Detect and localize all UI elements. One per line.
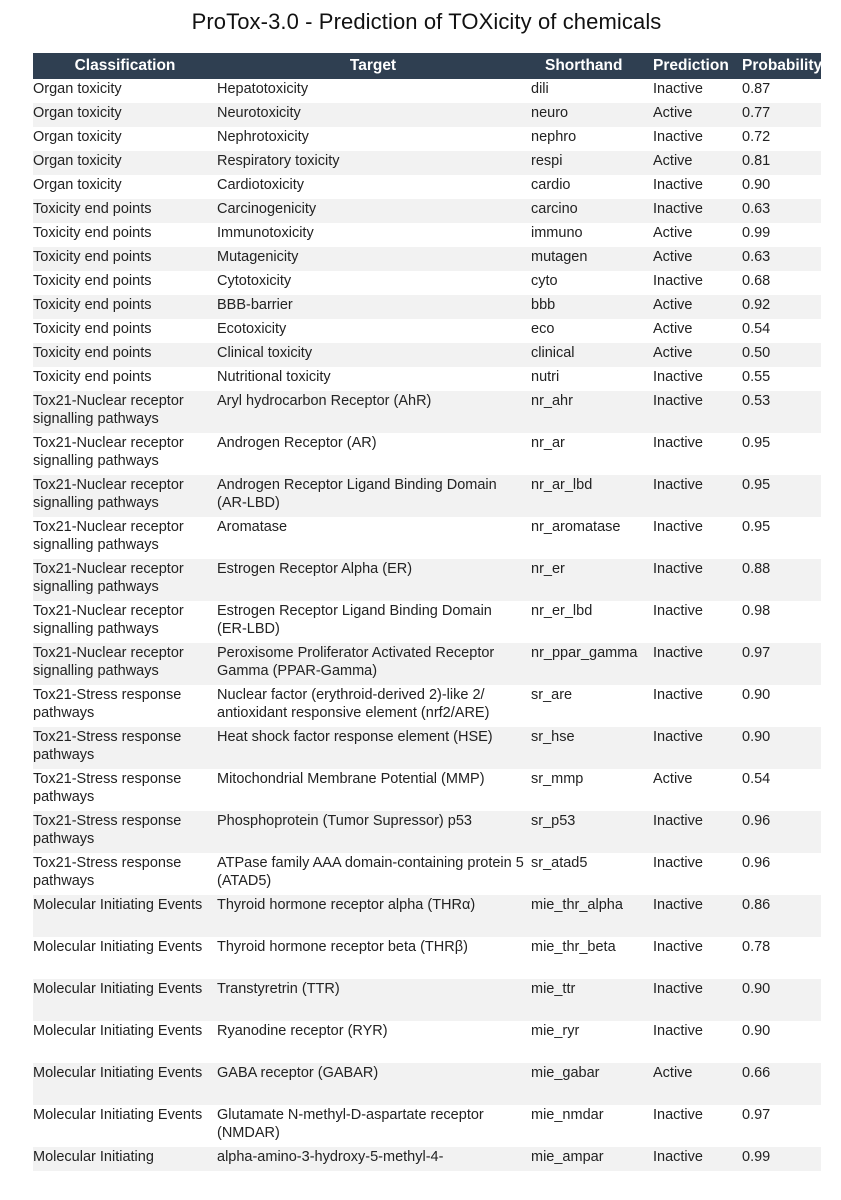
table-body (33, 79, 821, 1171)
table-row (33, 247, 821, 271)
cell-prediction: Inactive (651, 895, 740, 937)
cell-classification: Organ toxicity (33, 103, 217, 127)
cell-prediction: Active (651, 103, 740, 127)
cell-target: Nephrotoxicity (217, 127, 529, 151)
table-row (33, 937, 821, 979)
cell-shorthand: mie_thr_beta (529, 937, 651, 979)
cell-probability: 0.72 (740, 127, 821, 151)
cell-shorthand: nr_ppar_gamma (529, 643, 651, 685)
cell-prediction: Inactive (651, 79, 740, 103)
header-row (33, 53, 821, 79)
table-row (33, 79, 821, 103)
cell-shorthand: cardio (529, 175, 651, 199)
cell-classification: Toxicity end points (33, 247, 217, 271)
cell-target: Estrogen Receptor Ligand Binding Domain (ER-LBD) (217, 601, 529, 643)
cell-probability: 0.63 (740, 199, 821, 223)
cell-classification: Toxicity end points (33, 367, 217, 391)
cell-probability: 0.90 (740, 979, 821, 1021)
cell-shorthand: dili (529, 79, 651, 103)
cell-prediction: Inactive (651, 175, 740, 199)
cell-classification: Organ toxicity (33, 151, 217, 175)
cell-target: Androgen Receptor (AR) (217, 433, 529, 475)
table-row (33, 475, 821, 517)
cell-target: Aromatase (217, 517, 529, 559)
cell-shorthand: nephro (529, 127, 651, 151)
table-row (33, 1147, 821, 1171)
table-row (33, 433, 821, 475)
cell-probability: 0.95 (740, 475, 821, 517)
table-row (33, 601, 821, 643)
cell-probability: 0.97 (740, 1105, 821, 1147)
cell-shorthand: nutri (529, 367, 651, 391)
cell-target: alpha-amino-3-hydroxy-5-methyl-4- (217, 1147, 529, 1171)
cell-prediction: Inactive (651, 199, 740, 223)
cell-probability: 0.54 (740, 319, 821, 343)
cell-probability: 0.99 (740, 223, 821, 247)
cell-probability: 0.97 (740, 643, 821, 685)
table-row (33, 127, 821, 151)
table-row (33, 1105, 821, 1147)
table-row (33, 685, 821, 727)
table-row (33, 811, 821, 853)
cell-probability: 0.81 (740, 151, 821, 175)
cell-probability: 0.98 (740, 601, 821, 643)
cell-classification: Tox21-Nuclear receptor signalling pathways (33, 601, 217, 643)
table-row (33, 367, 821, 391)
cell-target: Carcinogenicity (217, 199, 529, 223)
cell-probability: 0.96 (740, 853, 821, 895)
cell-classification: Tox21-Stress response pathways (33, 853, 217, 895)
table-row (33, 175, 821, 199)
cell-prediction: Inactive (651, 685, 740, 727)
cell-target: Neurotoxicity (217, 103, 529, 127)
cell-prediction: Active (651, 223, 740, 247)
cell-shorthand: immuno (529, 223, 651, 247)
cell-prediction: Inactive (651, 853, 740, 895)
cell-shorthand: neuro (529, 103, 651, 127)
cell-classification: Tox21-Nuclear receptor signalling pathways (33, 391, 217, 433)
cell-target: Immunotoxicity (217, 223, 529, 247)
cell-target: BBB-barrier (217, 295, 529, 319)
table-row (33, 727, 821, 769)
cell-probability: 0.95 (740, 517, 821, 559)
cell-target: Nutritional toxicity (217, 367, 529, 391)
cell-classification: Tox21-Stress response pathways (33, 769, 217, 811)
cell-target: Clinical toxicity (217, 343, 529, 367)
cell-prediction: Inactive (651, 127, 740, 151)
cell-probability: 0.99 (740, 1147, 821, 1171)
cell-shorthand: mie_gabar (529, 1063, 651, 1105)
cell-shorthand: mie_ttr (529, 979, 651, 1021)
cell-shorthand: mie_ampar (529, 1147, 651, 1171)
cell-probability: 0.77 (740, 103, 821, 127)
cell-probability: 0.86 (740, 895, 821, 937)
cell-classification: Tox21-Nuclear receptor signalling pathways (33, 433, 217, 475)
cell-target: Thyroid hormone receptor beta (THRβ) (217, 937, 529, 979)
cell-probability: 0.95 (740, 433, 821, 475)
cell-target: Heat shock factor response element (HSE) (217, 727, 529, 769)
cell-probability: 0.53 (740, 391, 821, 433)
cell-classification: Tox21-Nuclear receptor signalling pathways (33, 643, 217, 685)
cell-probability: 0.90 (740, 685, 821, 727)
page-title: ProTox-3.0 - Prediction of TOXicity of chemicals (191, 9, 662, 34)
table-row (33, 343, 821, 367)
table-row (33, 1063, 821, 1105)
table-row (33, 517, 821, 559)
cell-shorthand: mie_thr_alpha (529, 895, 651, 937)
cell-probability: 0.90 (740, 727, 821, 769)
cell-prediction: Inactive (651, 367, 740, 391)
cell-target: Respiratory toxicity (217, 151, 529, 175)
cell-prediction: Inactive (651, 601, 740, 643)
cell-prediction: Inactive (651, 559, 740, 601)
cell-classification: Tox21-Nuclear receptor signalling pathways (33, 475, 217, 517)
cell-shorthand: mie_nmdar (529, 1105, 651, 1147)
header-probability: Probability (740, 53, 821, 79)
cell-classification: Toxicity end points (33, 343, 217, 367)
cell-classification: Toxicity end points (33, 223, 217, 247)
cell-shorthand: nr_er_lbd (529, 601, 651, 643)
cell-target: Transtyretrin (TTR) (217, 979, 529, 1021)
cell-prediction: Inactive (651, 433, 740, 475)
cell-target: Hepatotoxicity (217, 79, 529, 103)
cell-classification: Tox21-Stress response pathways (33, 727, 217, 769)
cell-prediction: Inactive (651, 475, 740, 517)
table-row (33, 979, 821, 1021)
cell-prediction: Inactive (651, 643, 740, 685)
cell-probability: 0.63 (740, 247, 821, 271)
cell-target: Phosphoprotein (Tumor Supressor) p53 (217, 811, 529, 853)
cell-probability: 0.88 (740, 559, 821, 601)
cell-shorthand: respi (529, 151, 651, 175)
cell-prediction: Active (651, 247, 740, 271)
cell-prediction: Active (651, 151, 740, 175)
cell-probability: 0.55 (740, 367, 821, 391)
toxicity-prediction-table (33, 53, 821, 1171)
cell-prediction: Inactive (651, 811, 740, 853)
cell-shorthand: sr_atad5 (529, 853, 651, 895)
cell-classification: Molecular Initiating Events (33, 1021, 217, 1063)
cell-target: Cytotoxicity (217, 271, 529, 295)
cell-shorthand: sr_p53 (529, 811, 651, 853)
cell-shorthand: cyto (529, 271, 651, 295)
cell-probability: 0.78 (740, 937, 821, 979)
cell-shorthand: nr_aromatase (529, 517, 651, 559)
cell-target: Aryl hydrocarbon Receptor (AhR) (217, 391, 529, 433)
table-row (33, 151, 821, 175)
header-classification: Classification (33, 53, 217, 79)
cell-classification: Tox21-Stress response pathways (33, 685, 217, 727)
cell-probability: 0.96 (740, 811, 821, 853)
cell-target: Mitochondrial Membrane Potential (MMP) (217, 769, 529, 811)
cell-classification: Molecular Initiating Events (33, 979, 217, 1021)
cell-target: Ecotoxicity (217, 319, 529, 343)
cell-target: ATPase family AAA domain-containing protein 5 (ATAD5) (217, 853, 529, 895)
cell-prediction: Inactive (651, 517, 740, 559)
cell-prediction: Inactive (651, 979, 740, 1021)
cell-shorthand: nr_ahr (529, 391, 651, 433)
cell-classification: Organ toxicity (33, 175, 217, 199)
cell-probability: 0.54 (740, 769, 821, 811)
cell-target: Estrogen Receptor Alpha (ER) (217, 559, 529, 601)
cell-shorthand: nr_ar_lbd (529, 475, 651, 517)
header-shorthand: Shorthand (529, 53, 651, 79)
cell-probability: 0.87 (740, 79, 821, 103)
cell-shorthand: sr_hse (529, 727, 651, 769)
cell-probability: 0.50 (740, 343, 821, 367)
cell-target: Mutagenicity (217, 247, 529, 271)
cell-shorthand: sr_mmp (529, 769, 651, 811)
cell-shorthand: nr_er (529, 559, 651, 601)
cell-target: Peroxisome Proliferator Activated Receptor Gamma (PPAR-Gamma) (217, 643, 529, 685)
cell-target: Glutamate N-methyl-D-aspartate receptor (NMDAR) (217, 1105, 529, 1147)
cell-prediction: Inactive (651, 1105, 740, 1147)
table-row (33, 853, 821, 895)
cell-prediction: Inactive (651, 727, 740, 769)
cell-prediction: Active (651, 1063, 740, 1105)
cell-target: Androgen Receptor Ligand Binding Domain (AR-LBD) (217, 475, 529, 517)
cell-prediction: Inactive (651, 1021, 740, 1063)
cell-classification: Toxicity end points (33, 295, 217, 319)
table-row (33, 271, 821, 295)
cell-shorthand: mutagen (529, 247, 651, 271)
cell-prediction: Active (651, 295, 740, 319)
cell-shorthand: carcino (529, 199, 651, 223)
cell-shorthand: mie_ryr (529, 1021, 651, 1063)
cell-prediction: Active (651, 769, 740, 811)
cell-classification: Organ toxicity (33, 79, 217, 103)
table-row (33, 769, 821, 811)
cell-prediction: Active (651, 343, 740, 367)
header-target: Target (217, 53, 529, 79)
cell-classification: Toxicity end points (33, 319, 217, 343)
table-row (33, 391, 821, 433)
cell-classification: Molecular Initiating Events (33, 1105, 217, 1147)
cell-classification: Tox21-Nuclear receptor signalling pathways (33, 517, 217, 559)
header-prediction: Prediction (651, 53, 740, 79)
cell-shorthand: nr_ar (529, 433, 651, 475)
cell-prediction: Inactive (651, 391, 740, 433)
cell-target: Cardiotoxicity (217, 175, 529, 199)
cell-shorthand: sr_are (529, 685, 651, 727)
cell-probability: 0.90 (740, 1021, 821, 1063)
cell-target: GABA receptor (GABAR) (217, 1063, 529, 1105)
cell-prediction: Inactive (651, 271, 740, 295)
table-row (33, 643, 821, 685)
cell-prediction: Active (651, 319, 740, 343)
cell-shorthand: bbb (529, 295, 651, 319)
cell-prediction: Inactive (651, 937, 740, 979)
table-header (33, 53, 821, 79)
table-row (33, 895, 821, 937)
cell-probability: 0.68 (740, 271, 821, 295)
table-row (33, 103, 821, 127)
cell-target: Nuclear factor (erythroid-derived 2)-like 2/ antioxidant responsive element (nrf2/ARE) (217, 685, 529, 727)
cell-shorthand: eco (529, 319, 651, 343)
cell-prediction: Inactive (651, 1147, 740, 1171)
cell-classification: Molecular Initiating Events (33, 937, 217, 979)
table-row (33, 319, 821, 343)
table-row (33, 559, 821, 601)
table-row (33, 1021, 821, 1063)
cell-probability: 0.66 (740, 1063, 821, 1105)
table-row (33, 295, 821, 319)
cell-target: Ryanodine receptor (RYR) (217, 1021, 529, 1063)
cell-probability: 0.92 (740, 295, 821, 319)
cell-classification: Toxicity end points (33, 199, 217, 223)
cell-classification: Organ toxicity (33, 127, 217, 151)
cell-shorthand: clinical (529, 343, 651, 367)
cell-classification: Molecular Initiating Events (33, 895, 217, 937)
table-row (33, 199, 821, 223)
cell-classification: Tox21-Nuclear receptor signalling pathways (33, 559, 217, 601)
cell-classification: Tox21-Stress response pathways (33, 811, 217, 853)
cell-classification: Molecular Initiating Events (33, 1063, 217, 1105)
cell-classification: Toxicity end points (33, 271, 217, 295)
table-row (33, 223, 821, 247)
cell-probability: 0.90 (740, 175, 821, 199)
cell-classification: Molecular Initiating (33, 1147, 217, 1171)
cell-target: Thyroid hormone receptor alpha (THRα) (217, 895, 529, 937)
